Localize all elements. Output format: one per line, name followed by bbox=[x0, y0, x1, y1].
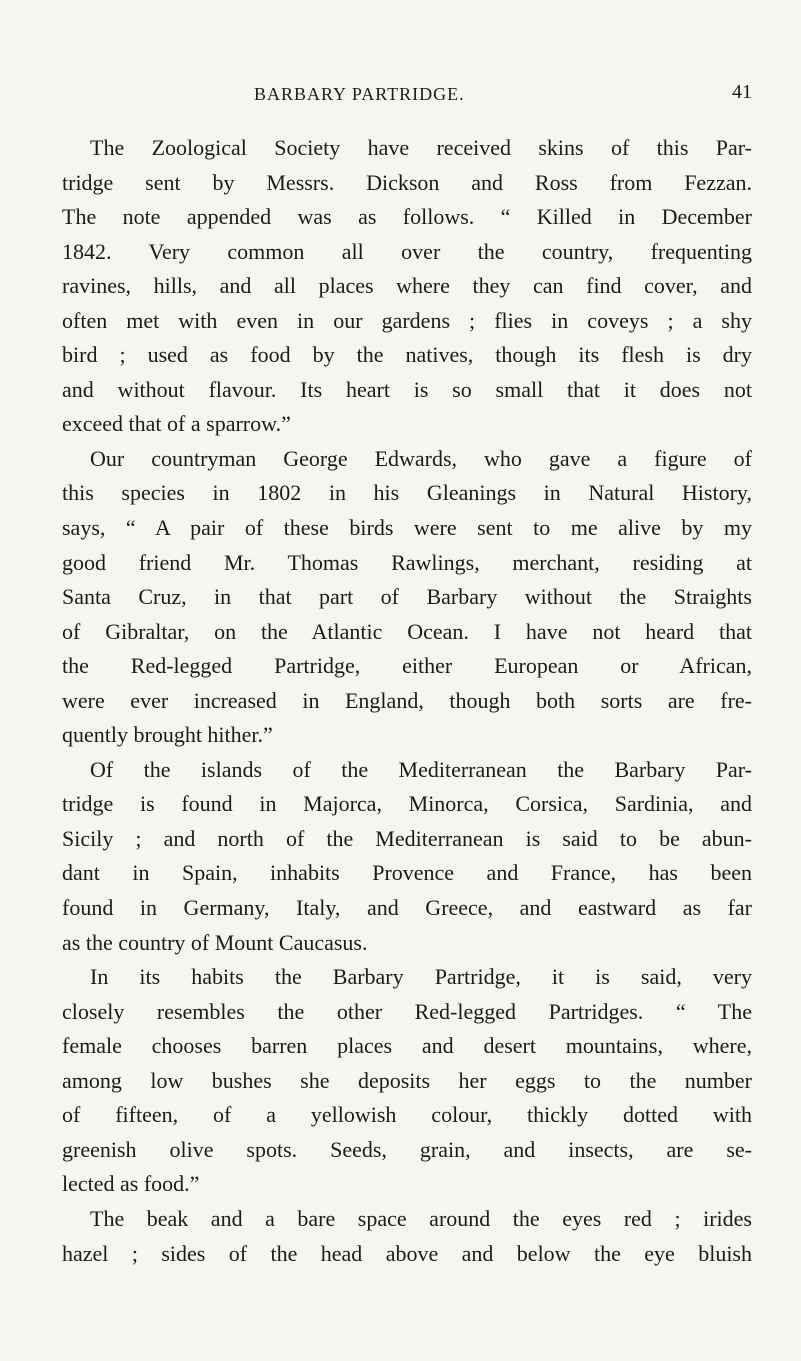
text-line: the Red-legged Partridge, either European or African, bbox=[62, 653, 752, 679]
running-head: BARBARY PARTRIDGE. bbox=[254, 84, 465, 104]
text-line: found in Germany, Italy, and Greece, and eastward as far bbox=[62, 895, 752, 921]
text-line: exceed that of a sparrow.” bbox=[62, 411, 291, 437]
text-line: lected as food.” bbox=[62, 1171, 200, 1197]
text-line: this species in 1802 in his Gleanings in Natural History, bbox=[62, 480, 752, 506]
text-line: were ever increased in England, though both sorts are fre- bbox=[62, 687, 752, 713]
text-line: says, “ A pair of these birds were sent to me alive by my bbox=[62, 515, 752, 541]
text-line: The note appended was as follows. “ Killed in December bbox=[62, 204, 752, 230]
text-line: Sicily ; and north of the Mediterranean is said to be abun- bbox=[62, 825, 752, 851]
text-line: The Zoological Society have received skins of this Par- bbox=[90, 135, 752, 160]
text-line: ravines, hills, and all places where they can find cover, and bbox=[62, 273, 752, 299]
text-line: Santa Cruz, in that part of Barbary without the Straights bbox=[62, 584, 752, 610]
text-line: In its habits the Barbary Partridge, it is said, very bbox=[90, 964, 752, 990]
text-line: and without flavour. Its heart is so small that it does not bbox=[62, 376, 752, 402]
text-line: Of the islands of the Mediterranean the Barbary Par- bbox=[90, 756, 752, 782]
text-line: 1842. Very common all over the country, frequenting bbox=[62, 238, 752, 264]
text-line: often met with even in our gardens ; flies in coveys ; a shy bbox=[62, 307, 752, 333]
paragraph-5 bbox=[62, 1202, 752, 1271]
text-line: tridge sent by Messrs. Dickson and Ross from Fezzan. bbox=[62, 169, 752, 195]
text-line: among low bushes she deposits her eggs to the number bbox=[62, 1067, 752, 1093]
body-text bbox=[62, 131, 752, 1271]
page-header bbox=[62, 81, 752, 114]
page-number: 41 bbox=[732, 81, 752, 103]
paragraph-3 bbox=[62, 753, 752, 960]
text-line: of Gibraltar, on the Atlantic Ocean. I have not heard that bbox=[62, 618, 752, 644]
text-line: The beak and a bare space around the eyes red ; irides bbox=[90, 1205, 752, 1231]
text-line: female chooses barren places and desert mountains, where, bbox=[62, 1033, 752, 1059]
paragraph-4 bbox=[62, 960, 752, 1202]
text-line: greenish olive spots. Seeds, grain, and insects, are se- bbox=[62, 1136, 752, 1162]
text-line: Our countryman George Edwards, who gave a figure of bbox=[90, 445, 752, 471]
text-line: as the country of Mount Caucasus. bbox=[62, 929, 368, 955]
text-line: closely resembles the other Red-legged Partridges. “ The bbox=[62, 998, 752, 1024]
text-line: tridge is found in Majorca, Minorca, Corsica, Sardinia, and bbox=[62, 791, 752, 817]
text-line: good friend Mr. Thomas Rawlings, merchant, residing at bbox=[62, 549, 752, 575]
text-line: hazel ; sides of the head above and below the eye bluish bbox=[62, 1240, 752, 1266]
paragraph-1 bbox=[62, 131, 752, 442]
text-line: dant in Spain, inhabits Provence and France, has been bbox=[62, 860, 752, 886]
text-line: quently brought hither.” bbox=[62, 722, 273, 748]
text-line: of fifteen, of a yellowish colour, thickly dotted with bbox=[62, 1102, 752, 1128]
paragraph-2 bbox=[62, 442, 752, 753]
text-line: bird ; used as food by the natives, though its flesh is dry bbox=[62, 342, 752, 368]
